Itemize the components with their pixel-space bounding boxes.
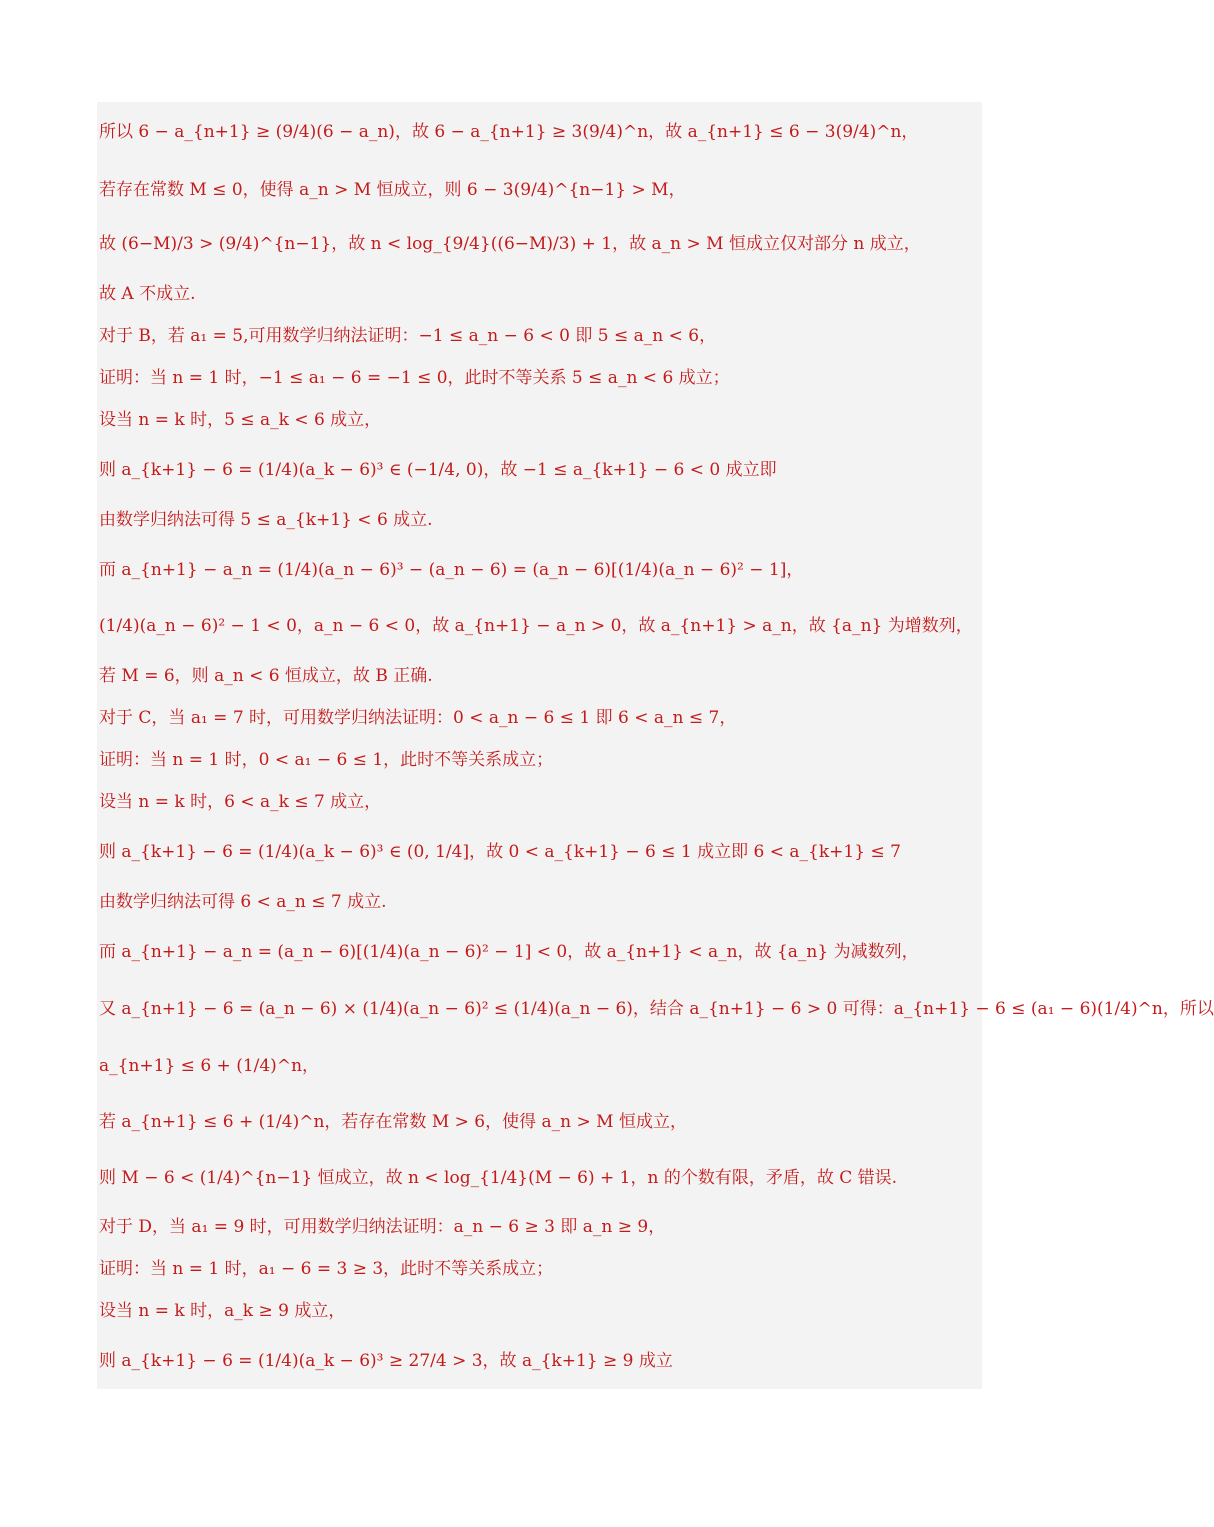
text-line: 若存在常数 M ≤ 0，使得 a_n > M 恒成立，则 6 − 3(9/4)^{n−1} > M， [99,180,686,200]
text-line: 若 M = 6，则 a_n < 6 恒成立，故 B 正确. [99,666,433,686]
text-line: 而 a_{n+1} − a_n = (1/4)(a_n − 6)³ − (a_n − 6) = (a_n − 6)[(1/4)(a_n − 6)² − 1]， [99,560,804,580]
text-line: 对于 D，当 a₁ = 9 时，可用数学归纳法证明：a_n − 6 ≥ 3 即 a_n ≥ 9， [99,1217,666,1237]
text-line: 由数学归纳法可得 6 < a_n ≤ 7 成立. [99,892,387,912]
text-line: 则 a_{k+1} − 6 = (1/4)(a_k − 6)³ ≥ 27/4 > 3，故 a_{k+1} ≥ 9 成立 [99,1351,673,1371]
text-line: 则 a_{k+1} − 6 = (1/4)(a_k − 6)³ ∈ (−1/4, 0)，故 −1 ≤ a_{k+1} − 6 < 0 成立即 [99,460,777,480]
text-line: 故 A 不成立. [99,284,196,304]
text-line: 故 (6−M)/3 > (9/4)^{n−1}，故 n < log_{9/4}((6−M)/3) + 1，故 a_n > M 恒成立仅对部分 n 成立， [99,234,921,254]
text-line: (1/4)(a_n − 6)² − 1 < 0，a_n − 6 < 0，故 a_{n+1} − a_n > 0，故 a_{n+1} > a_n，故 {a_n} 为增数列， [99,616,973,636]
text-line: 设当 n = k 时，5 ≤ a_k < 6 成立， [99,410,382,430]
text-line: 对于 B，若 a₁ = 5,可用数学归纳法证明：−1 ≤ a_n − 6 < 0 即 5 ≤ a_n < 6， [99,326,717,346]
text-line: 证明：当 n = 1 时，−1 ≤ a₁ − 6 = −1 ≤ 0，此时不等关系 5 ≤ a_n < 6 成立； [99,368,730,388]
text-line: 证明：当 n = 1 时，0 < a₁ − 6 ≤ 1，此时不等关系成立； [99,750,554,770]
text-line: 所以 6 − a_{n+1} ≥ (9/4)(6 − a_n)，故 6 − a_{n+1} ≥ 3(9/4)^n，故 a_{n+1} ≤ 6 − 3(9/4)^n， [99,122,919,142]
text-line: 又 a_{n+1} − 6 = (a_n − 6) × (1/4)(a_n − 6)² ≤ (1/4)(a_n − 6)，结合 a_{n+1} − 6 > 0 可得：a_{n+1} − 6 ≤ (a₁ − 6)(1/4)^n，所以 [99,999,1214,1019]
text-line: 证明：当 n = 1 时，a₁ − 6 = 3 ≥ 3，此时不等关系成立； [99,1259,554,1279]
text-line: 由数学归纳法可得 5 ≤ a_{k+1} < 6 成立. [99,510,433,530]
text-line: 设当 n = k 时，a_k ≥ 9 成立， [99,1301,346,1321]
solution-block [97,102,1214,1389]
text-line: 而 a_{n+1} − a_n = (a_n − 6)[(1/4)(a_n − 6)² − 1] < 0，故 a_{n+1} < a_n，故 {a_n} 为减数列， [99,942,919,962]
text-line: 则 a_{k+1} − 6 = (1/4)(a_k − 6)³ ∈ (0, 1/4]，故 0 < a_{k+1} − 6 ≤ 1 成立即 6 < a_{k+1} ≤ 7 [99,842,901,862]
text-line: 若 a_{n+1} ≤ 6 + (1/4)^n，若存在常数 M > 6，使得 a_n > M 恒成立， [99,1112,687,1132]
text-line: 对于 C，当 a₁ = 7 时，可用数学归纳法证明：0 < a_n − 6 ≤ 1 即 6 < a_n ≤ 7， [99,708,737,728]
text-line: a_{n+1} ≤ 6 + (1/4)^n， [99,1056,320,1076]
text-line: 设当 n = k 时，6 < a_k ≤ 7 成立， [99,792,382,812]
text-line: 则 M − 6 < (1/4)^{n−1} 恒成立，故 n < log_{1/4}(M − 6) + 1，n 的个数有限，矛盾，故 C 错误. [99,1168,898,1188]
